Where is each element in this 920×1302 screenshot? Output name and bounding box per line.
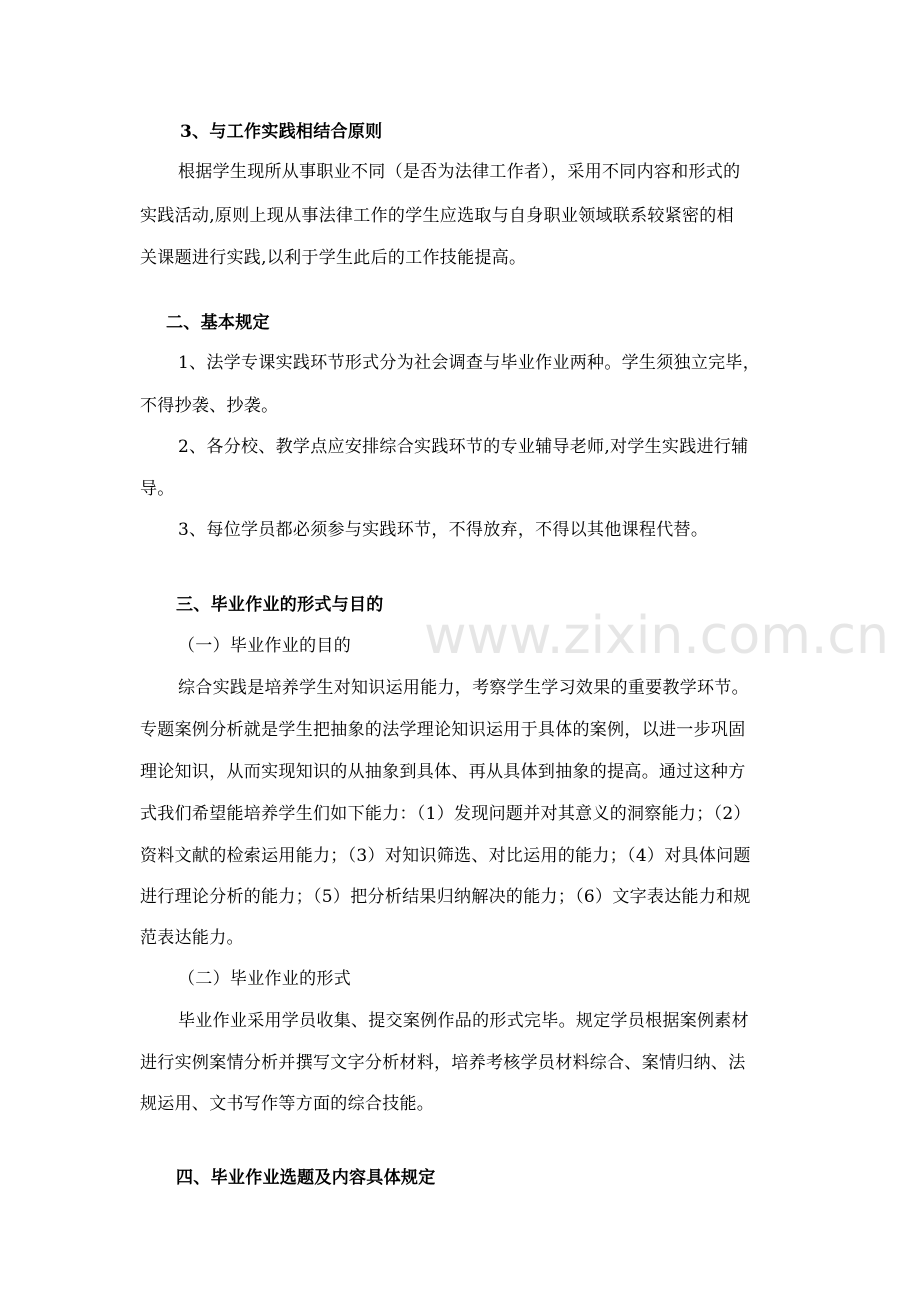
section-heading-form-purpose: 三、毕业作业的形式与目的 xyxy=(176,595,384,615)
paragraph-line: 根据学生现所从事职业不同（是否为法律工作者），采用不同内容和形式的 xyxy=(178,162,741,182)
rule-item: 2、各分校、教学点应安排综合实践环节的专业辅导老师,对学生实践进行辅 xyxy=(178,437,749,457)
section-heading-work-practice: 3、与工作实践相结合原则 xyxy=(180,122,383,142)
paragraph-line: 进行实例案情分析并撰写文字分析材料，培养考核学员材料综合、案情归纳、法 xyxy=(140,1053,746,1073)
paragraph-line: 范表达能力。 xyxy=(140,928,244,948)
paragraph-line: 毕业作业采用学员收集、提交案例作品的形式完毕。规定学员根据案例素材 xyxy=(178,1011,749,1031)
subsection-title-purpose: （一）毕业作业的目的 xyxy=(178,636,351,656)
paragraph-line: 理论知识，从而实现知识的从抽象到具体、再从具体到抽象的提高。通过这种方 xyxy=(140,762,746,782)
watermark: www.zixin.com.cn xyxy=(424,606,889,666)
paragraph-line: 规运用、文书写作等方面的综合技能。 xyxy=(140,1094,435,1114)
paragraph-line: 实践活动,原则上现从事法律工作的学生应选取与自身职业领域联系较紧密的相 xyxy=(140,206,734,226)
paragraph-line: 式我们希望能培养学生们如下能力：（1）发现问题并对其意义的洞察能力；（2） xyxy=(140,804,751,824)
rule-item: 1、法学专课实践环节形式分为社会调查与毕业作业两种。学生须独立完毕， xyxy=(178,353,761,373)
section-heading-topic-rules: 四、毕业作业选题及内容具体规定 xyxy=(176,1168,436,1188)
rule-item-continued: 导。 xyxy=(140,479,175,499)
paragraph-line: 综合实践是培养学生对知识运用能力，考察学生学习效果的重要教学环节。 xyxy=(178,678,749,698)
rule-item-continued: 不得抄袭、抄袭。 xyxy=(140,396,279,416)
paragraph-line: 进行理论分析的能力；（5）把分析结果归纳解决的能力；（6）文字表达能力和规 xyxy=(140,887,751,907)
paragraph-line: 专题案例分析就是学生把抽象的法学理论知识运用于具体的案例，以进一步巩固 xyxy=(140,720,746,740)
section-heading-basic-rules: 二、基本规定 xyxy=(166,313,270,333)
subsection-title-form: （二）毕业作业的形式 xyxy=(178,969,351,989)
paragraph-line: 关课题进行实践,以利于学生此后的工作技能提高。 xyxy=(140,248,527,268)
rule-item: 3、每位学员都必须参与实践环节，不得放弃，不得以其他课程代替。 xyxy=(178,520,709,540)
paragraph-line: 资料文献的检索运用能力；（3）对知识筛选、对比运用的能力；（4）对具体问题 xyxy=(140,846,751,866)
